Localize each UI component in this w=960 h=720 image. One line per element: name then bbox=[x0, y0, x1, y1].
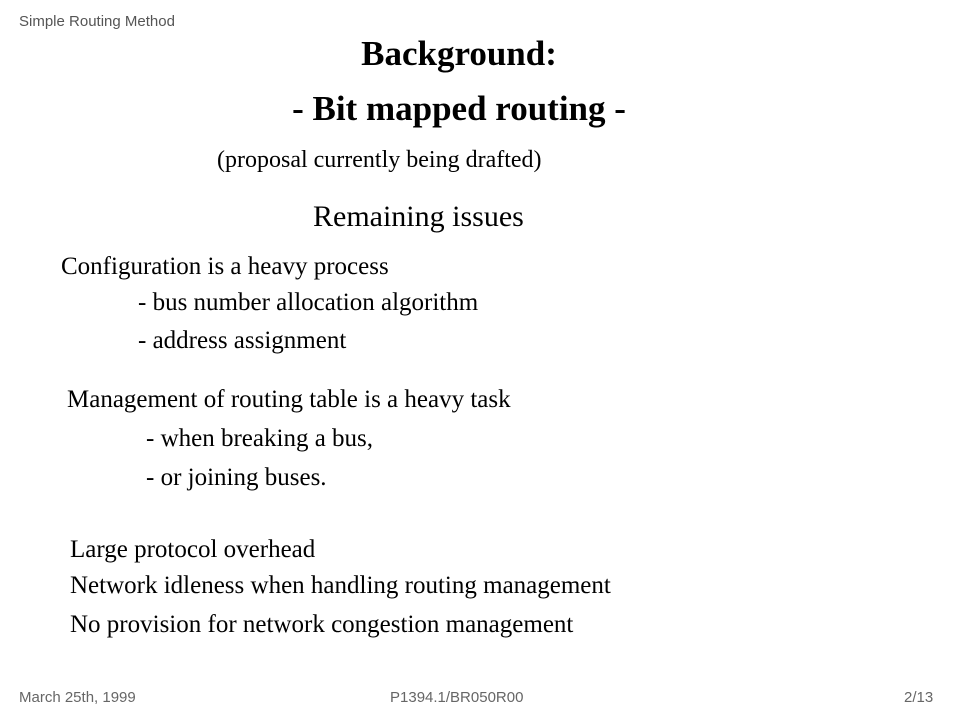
slide-title-line-2: - Bit mapped routing - bbox=[292, 89, 626, 128]
issue-heading-management: Management of routing table is a heavy task bbox=[67, 386, 511, 413]
issue-heading-configuration: Configuration is a heavy process bbox=[61, 253, 389, 280]
footer-date: March 25th, 1999 bbox=[19, 689, 136, 706]
section-heading: Remaining issues bbox=[313, 200, 524, 233]
issue-subitem: - bus number allocation algorithm bbox=[138, 289, 479, 316]
footer-page-number: 2/13 bbox=[904, 689, 934, 706]
issue-subitem: - or joining buses. bbox=[146, 464, 327, 491]
slide-title-line-1: Background: bbox=[361, 34, 557, 73]
issue-line: No provision for network congestion management bbox=[70, 611, 574, 638]
issue-line: Network idleness when handling routing management bbox=[70, 572, 611, 599]
issue-subitem: - address assignment bbox=[138, 327, 347, 354]
issue-line: Large protocol overhead bbox=[70, 536, 316, 563]
header-label: Simple Routing Method bbox=[19, 13, 175, 30]
footer-document-id: P1394.1/BR050R00 bbox=[390, 689, 524, 706]
issue-subitem: - when breaking a bus, bbox=[146, 425, 374, 452]
slide-subtitle: (proposal currently being drafted) bbox=[217, 147, 542, 173]
